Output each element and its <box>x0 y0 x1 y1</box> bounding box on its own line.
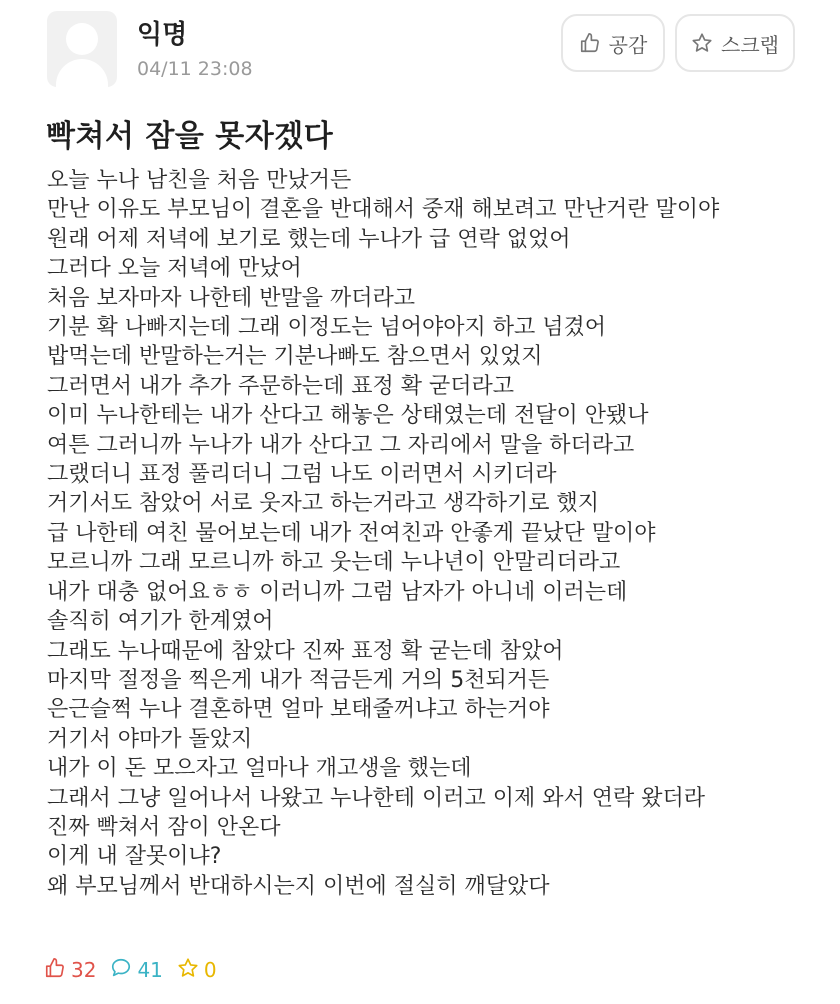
star-icon <box>691 32 713 54</box>
body-line: 이게 내 잘못이냐? <box>47 844 222 870</box>
comment-count-stat <box>110 957 162 984</box>
scrap-button-label: 스크랩 <box>721 32 779 57</box>
post-body <box>47 166 827 901</box>
body-line: 여튼 그러니까 누나가 내가 산다고 그 자리에서 말을 하더라고 <box>47 432 635 458</box>
comment-count: 41 <box>137 958 163 982</box>
body-line: 거기서 야마가 돌았지 <box>47 726 253 752</box>
body-line: 그러면서 내가 추가 주문하는데 표정 확 굳더라고 <box>47 373 515 399</box>
body-line: 그래도 누나때문에 참았다 진짜 표정 확 굳는데 참았어 <box>47 638 564 664</box>
body-line: 처음 보자마자 나한테 반말을 까더라고 <box>47 285 416 311</box>
speech-bubble-icon <box>110 957 132 984</box>
post-stats <box>44 955 231 985</box>
author-name: 익명 <box>137 20 188 50</box>
star-icon <box>177 957 199 984</box>
like-count: 32 <box>71 958 97 982</box>
post-header <box>0 0 840 95</box>
body-line: 밥먹는데 반말하는거는 기분나빠도 참으면서 있었지 <box>47 344 543 370</box>
body-line: 급 나한테 여친 물어보는데 내가 전여친과 안좋게 끝났단 말이야 <box>47 520 656 546</box>
post-date: 04/11 23:08 <box>137 58 253 80</box>
scrap-count-stat <box>177 957 217 984</box>
avatar-head-shape <box>66 23 98 55</box>
body-line: 모르니까 그래 모르니까 하고 웃는데 누나년이 안말리더라고 <box>47 550 621 576</box>
thumbs-up-icon <box>44 957 66 984</box>
body-line: 이미 누나한테는 내가 산다고 해놓은 상태였는데 전달이 안됐나 <box>47 403 649 429</box>
body-line: 은근슬쩍 누나 결혼하면 얼마 보태줄꺼냐고 하는거야 <box>47 697 550 723</box>
body-line: 오늘 누나 남친을 처음 만났거든 <box>47 168 352 193</box>
like-button[interactable] <box>561 14 665 72</box>
like-count-stat <box>44 957 96 984</box>
avatar-body-shape <box>56 59 108 87</box>
avatar <box>47 11 117 87</box>
body-line: 왜 부모님께서 반대하시는지 이번에 절실히 깨달았다 <box>47 873 550 899</box>
post-title: 빡쳐서 잠을 못자겠다 <box>46 119 334 154</box>
body-line: 그랬더니 표정 풀리더니 그럼 나도 이러면서 시키더라 <box>47 462 557 488</box>
body-line: 그래서 그냥 일어나서 나왔고 누나한테 이러고 이제 와서 연락 왔더라 <box>47 785 705 811</box>
body-line: 원래 어제 저녁에 보기로 했는데 누나가 급 연락 없었어 <box>47 226 571 252</box>
scrap-count: 0 <box>203 958 217 982</box>
body-line: 만난 이유도 부모님이 결혼을 반대해서 중재 해보려고 만난거란 말이야 <box>47 197 720 223</box>
body-line: 마지막 절정을 찍은게 내가 적금든게 거의 5천되거든 <box>47 667 550 693</box>
body-line: 기분 확 나빠지는데 그래 이정도는 넘어야아지 하고 넘겼어 <box>47 315 607 341</box>
thumbs-up-icon <box>579 32 601 54</box>
scrap-button[interactable] <box>675 14 795 72</box>
body-line: 진짜 빡쳐서 잠이 안온다 <box>47 814 281 840</box>
body-line: 그러다 오늘 저녁에 만났어 <box>47 256 302 282</box>
body-line: 솔직히 여기가 한계였어 <box>47 609 274 635</box>
body-line: 내가 대충 없어요ㅎㅎ 이러니까 그럼 남자가 아니네 이러는데 <box>47 579 628 605</box>
like-button-label: 공감 <box>608 32 648 57</box>
body-line: 거기서도 참았어 서로 웃자고 하는거라고 생각하기로 했지 <box>47 491 600 517</box>
body-line: 내가 이 돈 모으자고 얼마나 개고생을 했는데 <box>47 756 472 782</box>
